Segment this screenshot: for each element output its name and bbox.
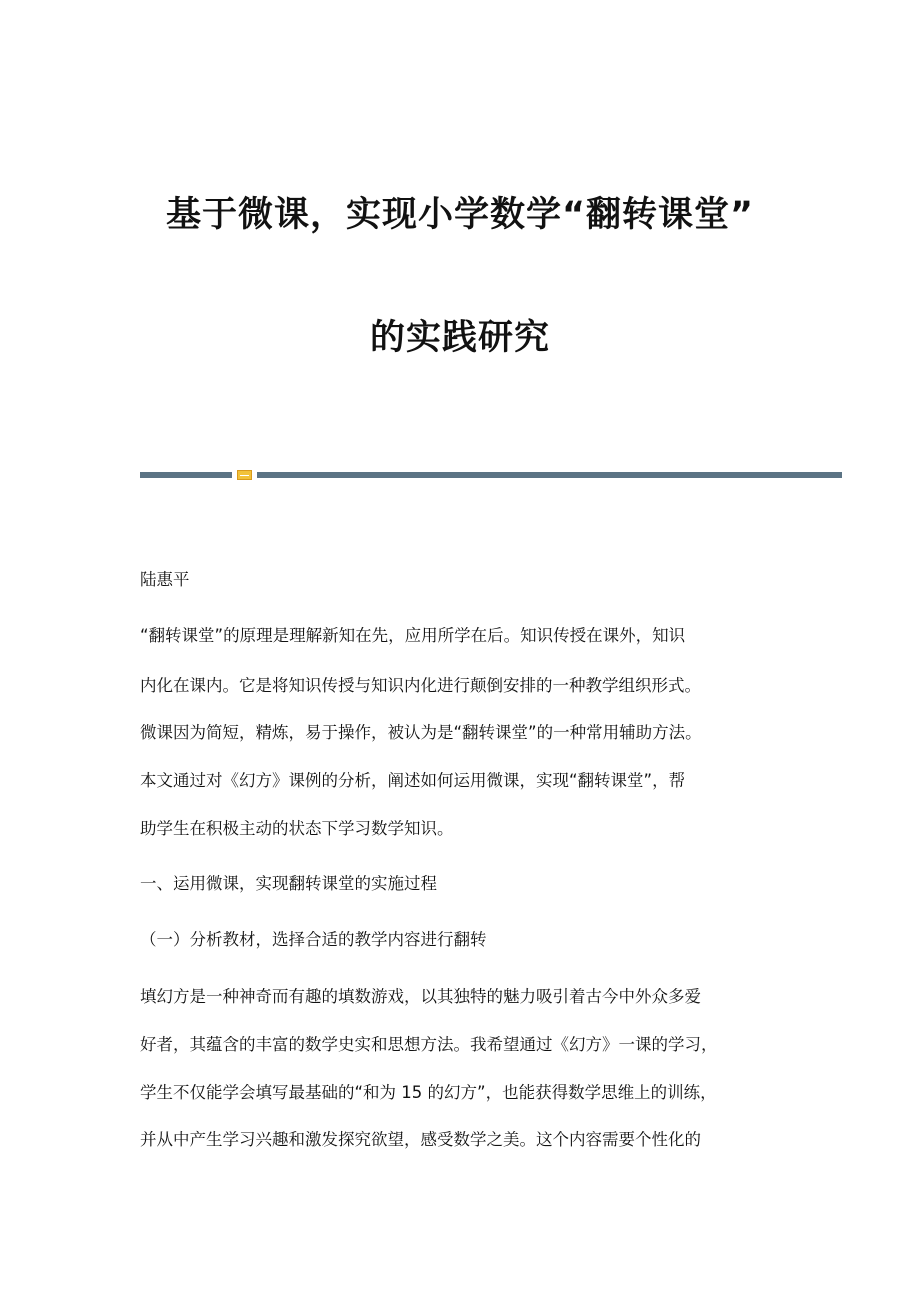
document-title-line-1: 基于微课，实现小学数学“翻转课堂” [165, 195, 754, 235]
abstract-line: 助学生在积极主动的状态下学习数学知识。 [140, 819, 454, 838]
body-line: 学生不仅能学会填写最基础的“和为 15 的幻方”，也能获得数学思维上的训练， [140, 1083, 717, 1102]
abstract-line: 本文通过对《幻方》课例的分析，阐述如何运用微课，实现“翻转课堂”，帮 [140, 771, 686, 790]
document-title-line-2: 的实践研究 [369, 318, 550, 358]
divider-bar-right [257, 472, 842, 478]
body-line: 并从中产生学习兴趣和激发探究欲望，感受数学之美。这个内容需要个性化的 [140, 1130, 701, 1149]
body-line: 填幻方是一种神奇而有趣的填数游戏，以其独特的魅力吸引着古今中外众多爱 [140, 987, 701, 1006]
abstract-line: “翻转课堂”的原理是理解新知在先，应用所学在后。知识传授在课外，知识 [140, 626, 686, 645]
divider-bar-left [140, 472, 232, 478]
title-divider [140, 470, 842, 480]
subsection-heading: （一）分析教材，选择合适的教学内容进行翻转 [140, 930, 487, 949]
abstract-line: 内化在课内。它是将知识传授与知识内化进行颠倒安排的一种教学组织形式。 [140, 676, 701, 695]
body-line: 好者，其蕴含的丰富的数学史实和思想方法。我希望通过《幻方》一课的学习， [140, 1035, 718, 1054]
divider-ornament-icon [237, 470, 252, 480]
author-name: 陆惠平 [140, 570, 190, 589]
section-heading: 一、运用微课，实现翻转课堂的实施过程 [140, 874, 437, 893]
abstract-line: 微课因为简短，精炼，易于操作，被认为是“翻转课堂”的一种常用辅助方法。 [140, 723, 702, 742]
